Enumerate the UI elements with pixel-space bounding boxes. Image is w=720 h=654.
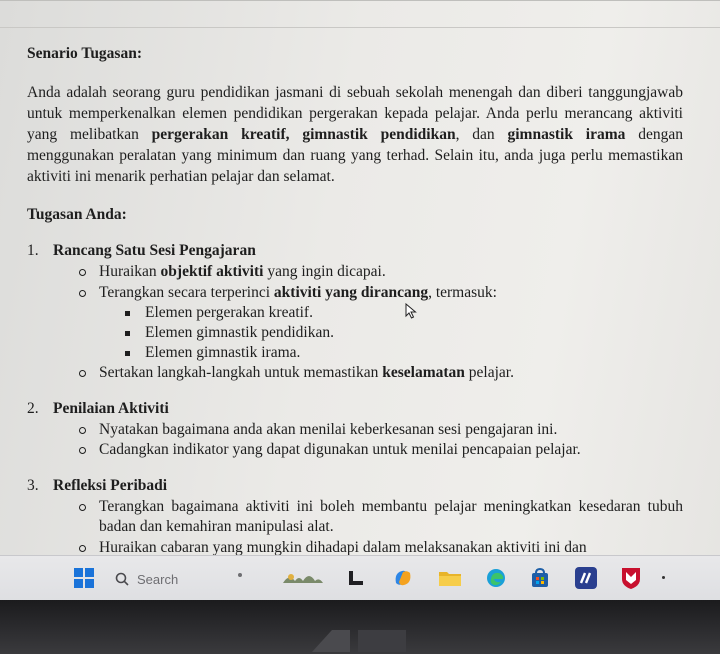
list-item: Huraikan objektif aktiviti yang ingin dicapai. — [77, 262, 683, 283]
copilot-icon[interactable] — [390, 565, 416, 591]
list-item: Sertakan langkah-langkah untuk memastikan keselamatan pelajar. — [77, 363, 683, 384]
scenario-heading: Senario Tugasan: — [27, 45, 143, 62]
nested-list — [99, 303, 683, 363]
overflow-dot — [662, 576, 665, 579]
list-item: Huraikan cabaran yang mungkin dihadapi dalam melaksanakan aktiviti ini dan — [77, 538, 683, 559]
task-subitems — [27, 262, 683, 384]
search-icon — [115, 572, 129, 586]
separator-dot — [238, 573, 242, 577]
list-item: Terangkan bagaimana aktiviti ini boleh membantu pelajar meningkatkan kesedaran tubuh badan dan kemahiran manipulasi alat. — [77, 497, 683, 538]
windows-start-icon[interactable] — [72, 565, 96, 591]
list-item: Terangkan secara terperinci aktiviti yang dirancang, termasuk: Elemen pergerakan kreatif. Elemen gimnastik pendidikan. Elemen gimnastik irama. — [77, 283, 683, 364]
task-title: 1. Rancang Satu Sesi Pengajaran — [27, 242, 256, 259]
store-icon[interactable] — [527, 565, 553, 591]
list-item: Elemen gimnastik irama. — [123, 343, 683, 363]
taskbar-search[interactable] — [115, 569, 235, 589]
mcafee-icon[interactable] — [617, 565, 645, 591]
edge-browser-icon[interactable] — [482, 565, 510, 591]
taskbar — [0, 555, 720, 600]
task-subitems — [27, 420, 683, 461]
monitor-bezel — [0, 600, 720, 654]
list-item: Elemen pergerakan kreatif. — [123, 303, 683, 323]
document-body[interactable] — [27, 45, 683, 572]
search-label: Search — [137, 571, 179, 587]
taskview-icon[interactable] — [343, 565, 369, 591]
brand-logo-icon — [310, 626, 410, 654]
task-subitems — [27, 497, 683, 559]
ruler-line — [0, 27, 720, 28]
task-title: 3. Refleksi Peribadi — [27, 476, 168, 494]
pen-app-icon[interactable] — [572, 565, 600, 591]
list-item: Cadangkan indikator yang dapat digunakan untuk menilai pencapaian pelajar. — [77, 440, 683, 461]
task-item — [27, 475, 683, 559]
file-explorer-icon[interactable] — [436, 565, 464, 591]
task-item — [27, 398, 683, 461]
tasks-heading: Tugasan Anda: — [27, 206, 127, 223]
task-item — [27, 240, 683, 384]
task-list — [27, 240, 683, 558]
task-title: 2. Penilaian Aktiviti — [27, 399, 169, 417]
scenario-paragraph: Anda adalah seorang guru pendidikan jasmani di sebuah sekolah menengah dan diberi tanggungjawab untuk memperkenalkan elemen pendidikan pergerakan kepada pelajar. Anda perlu merancang aktiviti yang melibatkan pergerakan kreatif, gimnastik pendidikan, dan gimnastik irama dengan menggunakan peralatan yang minimum dan ruang yang terhad. Selain itu, anda juga perlu memastikan aktiviti ini menarik perhatian pelajar dan selamat. — [27, 84, 683, 185]
widgets-weather-icon[interactable] — [280, 565, 326, 591]
list-item: Nyatakan bagaimana anda akan menilai keberkesanan sesi pengajaran ini. — [77, 420, 683, 441]
mouse-pointer-icon — [405, 303, 417, 319]
list-item: Elemen gimnastik pendidikan. — [123, 323, 683, 343]
